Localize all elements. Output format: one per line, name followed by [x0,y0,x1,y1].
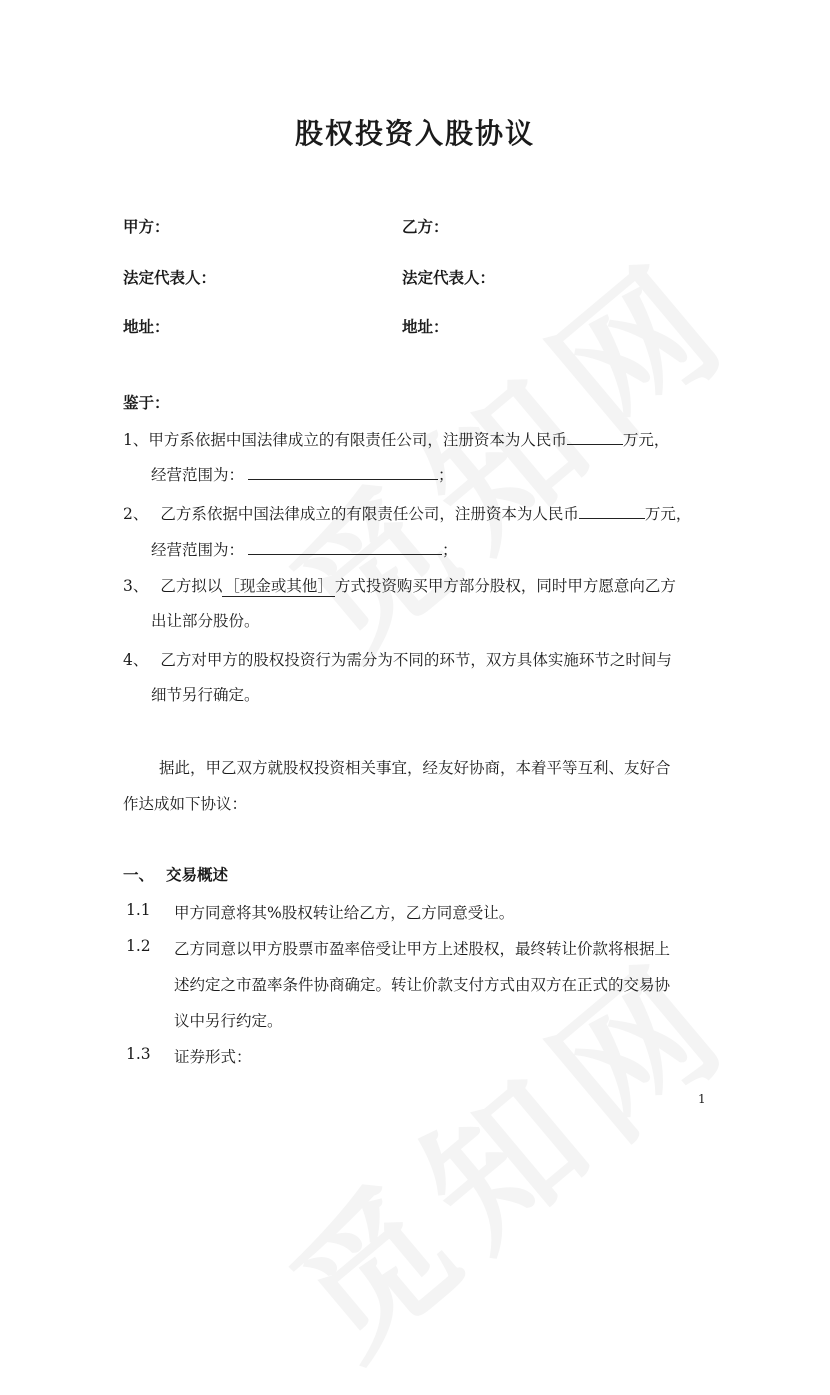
scope-blank-a [248,464,438,481]
scope-label-b: 经营范围为： [151,541,245,559]
section-1-title: 交易概述 [166,865,229,884]
whereas-item-4-num: 4、 [123,651,149,669]
whereas-item-4-text: 乙方对甲方的股权投资行为需分为不同的环节，双方具体实施环节之时间与 [160,651,672,669]
section-1-number: 一、 [123,865,155,884]
whereas-item-1 [123,428,669,450]
clause-1-1: 甲方同意将其%股权转让给乙方，乙方同意受让。 [174,904,515,922]
clause-1-2-line3: 议中另行约定。 [174,1012,283,1030]
clause-1-2-num: 1.2 [126,937,151,955]
representative-a-label: 法定代表人： [123,268,217,287]
whereas-item-3-text: 乙方拟以 [160,577,223,595]
clause-1-2-line2: 述约定之市盈率条件协商确定。转让价款支付方式由双方在正式的交易协 [174,976,671,994]
scope-end-a: ； [438,466,454,484]
whereas-item-3-num: 3、 [123,577,149,595]
document-title: 股权投资入股协议 [294,117,535,150]
whereas-item-2-scope [151,538,458,560]
address-b-label: 地址： [402,317,449,336]
intro-line-2: 作达成如下协议： [123,795,248,813]
whereas-item-4 [123,648,672,670]
whereas-item-3-suffix: 方式投资购买甲方部分股权，同时甲方愿意向乙方 [334,577,676,595]
whereas-item-2-num: 2、 [123,505,149,523]
whereas-item-1-scope [151,463,454,485]
scope-end-b: ； [442,541,458,559]
clause-1-2-line1: 乙方同意以甲方股票市盈率倍受让甲方上述股权，最终转让价款将根据上 [174,940,671,958]
clause-1-3-num: 1.3 [126,1045,151,1063]
whereas-item-2-text: 乙方系依据中国法律成立的有限责任公司，注册资本为人民币 [160,505,579,523]
representative-b-label: 法定代表人： [402,268,496,287]
whereas-item-2 [123,502,691,524]
capital-blank-a [567,429,623,446]
whereas-item-1-text: 1、甲方系依据中国法律成立的有限责任公司，注册资本为人民币 [123,431,567,449]
whereas-item-4-line2: 细节另行确定。 [151,686,260,704]
whereas-item-2-unit: 万元， [644,505,692,523]
whereas-item-1-unit: 万元， [622,431,670,449]
capital-blank-b [579,503,645,520]
section-1-heading [123,863,228,885]
clause-1-3: 证券形式： [174,1048,252,1066]
address-a-label: 地址： [123,317,170,336]
scope-blank-b [248,539,442,556]
whereas-item-3 [123,574,676,597]
clause-1-1-num: 1.1 [126,901,151,919]
payment-method-field: ［现金或其他］ [222,574,335,597]
whereas-item-3-line2: 出让部分股份。 [151,612,260,630]
party-b-label: 乙方： [402,217,449,236]
whereas-heading: 鉴于： [123,393,170,412]
party-a-label: 甲方： [123,217,170,236]
page-number: 1 [698,1092,706,1106]
scope-label-a: 经营范围为： [151,466,245,484]
intro-line-1: 据此，甲乙双方就股权投资相关事宜，经友好协商，本着平等互利、友好合 [159,759,671,777]
